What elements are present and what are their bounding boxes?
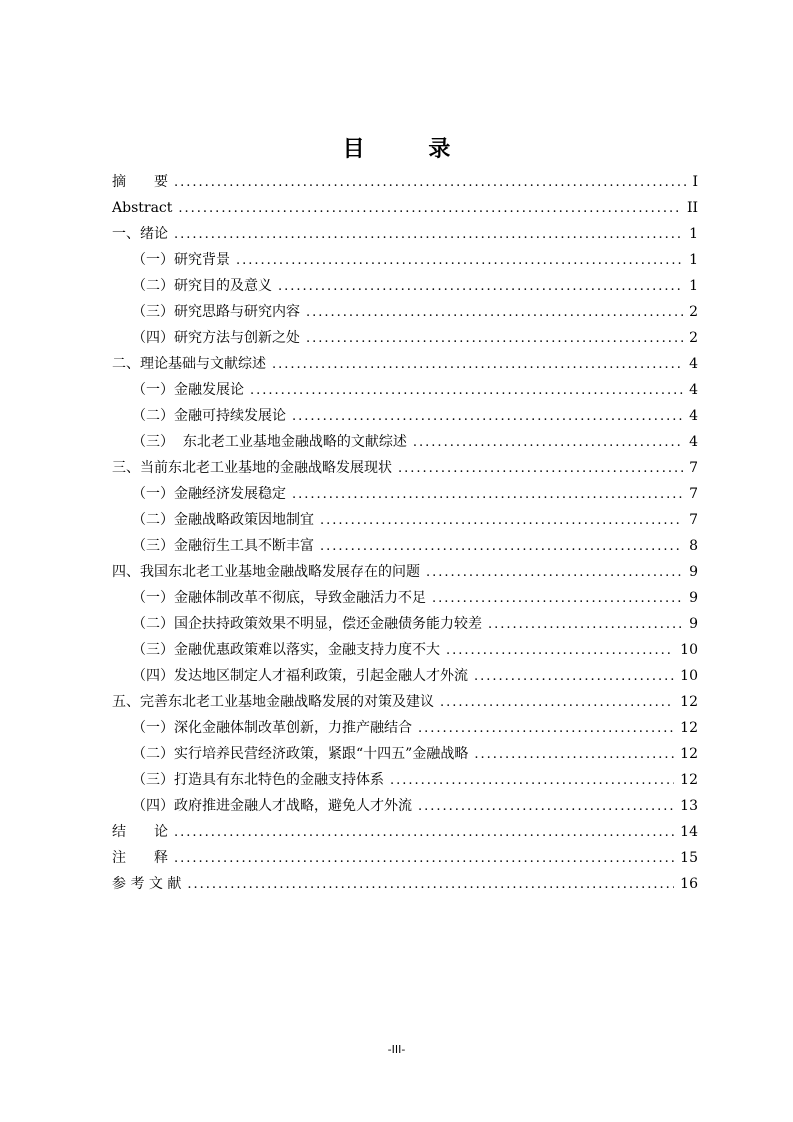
- toc-entry-chapter-2[interactable]: [112, 351, 698, 377]
- toc-label: （二）研究目的及意义: [132, 278, 272, 294]
- toc-entry-chapter-5[interactable]: [112, 689, 698, 715]
- toc-page-number: 1: [689, 252, 698, 268]
- toc-leader: [174, 170, 686, 196]
- toc-leader: [174, 222, 683, 248]
- toc-page-number: 12: [680, 694, 698, 710]
- toc-entry-section-4-1[interactable]: [112, 585, 698, 611]
- toc-entry-section-5-4[interactable]: [112, 793, 698, 819]
- toc-label: 一、绪论: [112, 226, 168, 242]
- toc-page-number: 7: [689, 486, 698, 502]
- toc-page-number: 13: [680, 798, 698, 814]
- toc-page-number: 12: [680, 772, 698, 788]
- toc-entry-abstract-en[interactable]: [112, 195, 698, 221]
- toc-entry-section-2-1[interactable]: [112, 377, 698, 403]
- toc-label: （二）国企扶持政策效果不明显，偿还金融债务能力较差: [132, 616, 482, 632]
- toc-entry-section-1-2[interactable]: [112, 273, 698, 299]
- toc-leader: [187, 872, 674, 898]
- toc-label: （二）实行培养民营经济政策，紧跟“十四五”金融战略: [132, 746, 469, 762]
- toc-entry-section-5-3[interactable]: [112, 767, 698, 793]
- toc-page-number: 9: [689, 616, 698, 632]
- toc-leader: [446, 638, 674, 664]
- toc-label: （四）发达地区制定人才福利政策，引起金融人才外流: [132, 668, 468, 684]
- toc-entry-section-3-3[interactable]: [112, 533, 698, 559]
- toc-entry-references[interactable]: [112, 871, 698, 897]
- toc-entry-section-3-1[interactable]: [112, 481, 698, 507]
- toc-leader: [306, 326, 683, 352]
- toc-entry-conclusion[interactable]: [112, 819, 698, 845]
- toc-entry-section-4-3[interactable]: [112, 637, 698, 663]
- toc-leader: [440, 690, 674, 716]
- toc-entry-section-4-2[interactable]: [112, 611, 698, 637]
- toc-leader: [306, 300, 683, 326]
- page-title: 目 录: [342, 136, 479, 162]
- toc-page-number: II: [686, 200, 698, 216]
- toc-entry-section-5-1[interactable]: [112, 715, 698, 741]
- toc-label: （一）金融经济发展稳定: [132, 486, 286, 502]
- toc-leader: [474, 742, 674, 768]
- table-of-contents: [112, 169, 698, 897]
- toc-page-number: 7: [689, 512, 698, 528]
- toc-page-number: 7: [689, 460, 698, 476]
- toc-entry-chapter-4[interactable]: [112, 559, 698, 585]
- toc-page-number: 15: [680, 850, 698, 866]
- toc-page-number: 2: [689, 304, 698, 320]
- toc-leader: [250, 378, 683, 404]
- toc-label: （一）金融发展论: [132, 382, 244, 398]
- toc-leader: [292, 482, 683, 508]
- toc-entry-abstract-cn[interactable]: [112, 169, 698, 195]
- toc-leader: [418, 794, 674, 820]
- toc-label: 注 释: [112, 850, 168, 866]
- toc-leader: [398, 456, 683, 482]
- toc-label: （三） 东北老工业基地金融战略的文献综述: [132, 434, 407, 450]
- toc-entry-section-1-1[interactable]: [112, 247, 698, 273]
- toc-leader: [272, 352, 683, 378]
- toc-leader: [236, 248, 683, 274]
- toc-leader: [413, 430, 683, 456]
- toc-label: 二、理论基础与文献综述: [112, 356, 266, 372]
- toc-label: （四）研究方法与创新之处: [132, 330, 300, 346]
- toc-leader: [488, 612, 683, 638]
- toc-entry-section-5-2[interactable]: [112, 741, 698, 767]
- toc-page-number: 2: [689, 330, 698, 346]
- toc-label: （三）金融衍生工具不断丰富: [132, 538, 314, 554]
- toc-label: 四、我国东北老工业基地金融战略发展存在的问题: [112, 564, 420, 580]
- toc-label: Abstract: [112, 200, 173, 216]
- toc-page-number: 4: [689, 382, 698, 398]
- toc-label: （三）研究思路与研究内容: [132, 304, 300, 320]
- toc-page-number: I: [692, 174, 698, 190]
- toc-page-number: 10: [680, 642, 698, 658]
- toc-label: （四）政府推进金融人才战略，避免人才外流: [132, 798, 412, 814]
- toc-page-number: 4: [689, 408, 698, 424]
- toc-page-number: 9: [689, 564, 698, 580]
- toc-leader: [320, 534, 683, 560]
- toc-entry-section-4-4[interactable]: [112, 663, 698, 689]
- toc-leader: [278, 274, 683, 300]
- toc-label: （一）研究背景: [132, 252, 230, 268]
- toc-entry-section-1-4[interactable]: [112, 325, 698, 351]
- toc-entry-section-3-2[interactable]: [112, 507, 698, 533]
- toc-label: 摘 要: [112, 174, 168, 190]
- toc-page-number: 16: [680, 876, 698, 892]
- toc-page-number: 4: [689, 434, 698, 450]
- page-number-footer: -III-: [387, 1043, 406, 1056]
- toc-entry-section-1-3[interactable]: [112, 299, 698, 325]
- toc-page-number: 8: [689, 538, 698, 554]
- toc-label: 五、完善东北老工业基地金融战略发展的对策及建议: [112, 694, 434, 710]
- toc-leader: [320, 508, 683, 534]
- toc-label: （三）打造具有东北特色的金融支持体系: [132, 772, 384, 788]
- toc-label: 参 考 文 献: [112, 876, 182, 892]
- toc-entry-section-2-3[interactable]: [112, 429, 698, 455]
- toc-page-number: 1: [689, 226, 698, 242]
- toc-page-number: 1: [689, 278, 698, 294]
- toc-entry-chapter-3[interactable]: [112, 455, 698, 481]
- toc-entry-chapter-1[interactable]: [112, 221, 698, 247]
- toc-leader: [418, 716, 674, 742]
- toc-entry-notes[interactable]: [112, 845, 698, 871]
- toc-label: 三、当前东北老工业基地的金融战略发展现状: [112, 460, 392, 476]
- toc-page-number: 12: [680, 746, 698, 762]
- toc-leader: [390, 768, 674, 794]
- toc-page-number: 4: [689, 356, 698, 372]
- toc-label: （一）金融体制改革不彻底，导致金融活力不足: [132, 590, 426, 606]
- toc-leader: [174, 846, 674, 872]
- toc-leader: [474, 664, 674, 690]
- toc-entry-section-2-2[interactable]: [112, 403, 698, 429]
- toc-page-number: 14: [680, 824, 698, 840]
- toc-leader: [178, 196, 681, 222]
- toc-page-number: 12: [680, 720, 698, 736]
- toc-page-number: 9: [689, 590, 698, 606]
- toc-label: （二）金融可持续发展论: [132, 408, 286, 424]
- toc-label: 结 论: [112, 824, 168, 840]
- toc-leader: [426, 560, 683, 586]
- toc-page-number: 10: [680, 668, 698, 684]
- toc-leader: [174, 820, 674, 846]
- toc-leader: [432, 586, 683, 612]
- toc-label: （二）金融战略政策因地制宜: [132, 512, 314, 528]
- toc-label: （三）金融优惠政策难以落实，金融支持力度不大: [132, 642, 440, 658]
- toc-leader: [292, 404, 683, 430]
- toc-label: （一）深化金融体制改革创新，力推产融结合: [132, 720, 412, 736]
